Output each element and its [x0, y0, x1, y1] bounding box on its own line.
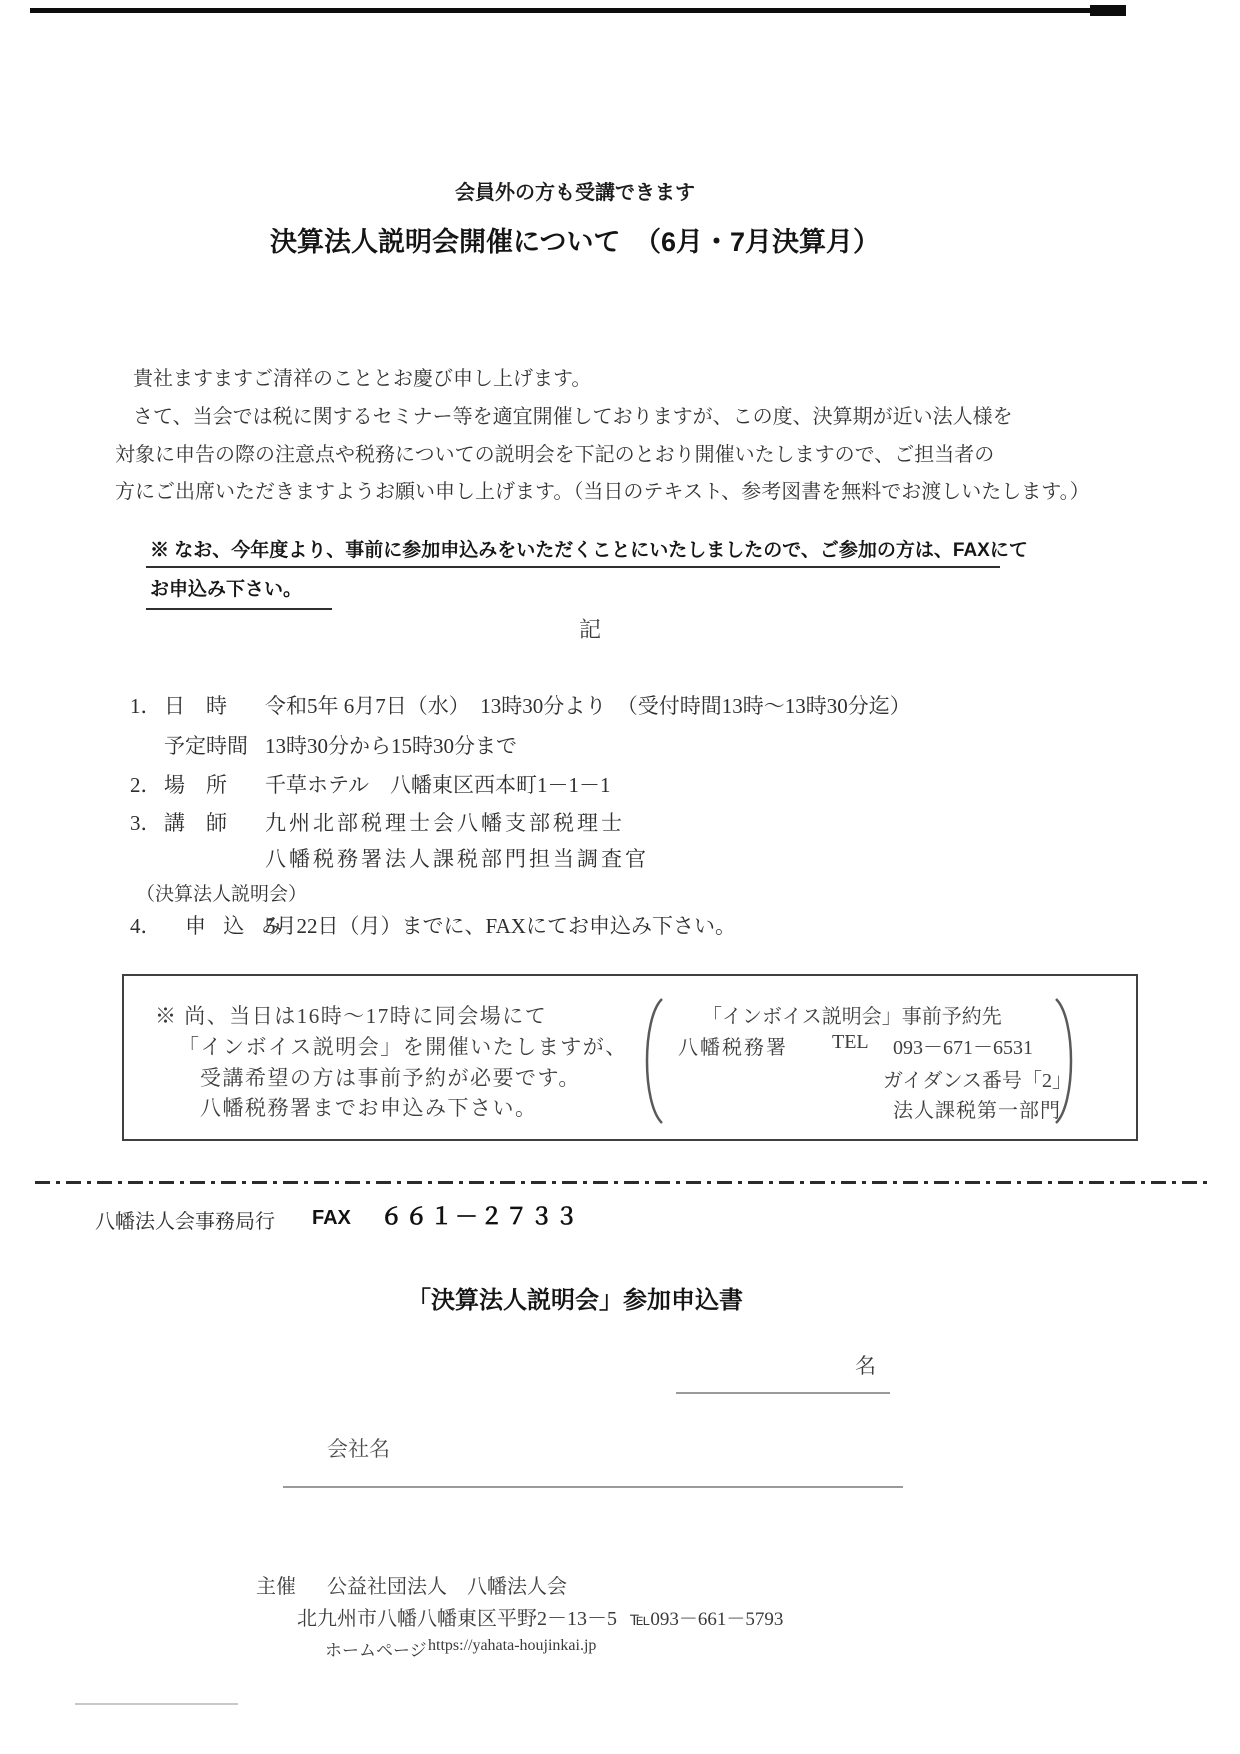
invoice-note-line-4: 八幡税務署までお申込み下さい。 — [200, 1096, 538, 1120]
fax-number: ６６１－２７３３ — [380, 1203, 580, 1229]
invoice-note-line-1: ※ 尚、当日は16時～17時に同会場にて — [155, 1004, 548, 1028]
invoice-note-line-3: 受講希望の方は事前予約が必要です。 — [200, 1066, 581, 1090]
greeting-line-3: 対象に申告の際の注意点や税務についての説明会を下記のとおり開催いたしますので、ご担当者の — [115, 444, 995, 466]
reservation-title: 「インボイス説明会」事前予約先 — [702, 1006, 1002, 1028]
schedule-item3-value-1: 九州北部税理士会八幡支部税理士 — [265, 811, 625, 835]
schedule-item2-number: 2． — [130, 773, 162, 797]
greeting-line-2: さて、当会では税に関するセミナー等を適宜開催しておりますが、この度、決算期が近い法人様を — [133, 406, 1013, 428]
schedule-item1-sub-value: 13時30分から15時30分まで — [265, 734, 517, 758]
schedule-item1-label: 日 時 — [164, 694, 227, 718]
fax-notice-line-1: ※ なお、今年度より、事前に参加申込みをいただくことにいたしましたので、ご参加の方は、FAXにて — [150, 540, 1028, 561]
fax-label: FAX — [312, 1207, 351, 1229]
name-field-label: 名 — [855, 1354, 876, 1378]
schedule-item2-value: 千草ホテル 八幡東区西本町1－1－1 — [265, 773, 611, 797]
reservation-tel-number: 093－671－6531 — [893, 1037, 1033, 1059]
record-marker: 記 — [578, 617, 601, 642]
organizer-homepage-url: https://yahata-houjinkai.jp — [428, 1637, 597, 1654]
company-field-label: 会社名 — [327, 1437, 390, 1461]
fax-notice-underline-1 — [146, 566, 1000, 568]
schedule-item4-label: 申 込 み — [185, 914, 289, 938]
fax-notice-underline-2 — [146, 608, 332, 610]
schedule-item2-label: 場 所 — [164, 773, 227, 797]
company-field-line — [283, 1486, 903, 1488]
organizer-name: 公益社団法人 八幡法人会 — [327, 1576, 567, 1598]
organizer-homepage-label: ホームページ — [325, 1641, 427, 1660]
application-form-title: 「決算法人説明会」参加申込書 — [407, 1287, 743, 1314]
reservation-department: 法人課税第一部門 — [893, 1100, 1061, 1122]
greeting-line-4: 方にご出席いただきますようお願い申し上げます。（当日のテキスト、参考図書を無料でお渡しいたします。） — [115, 481, 1090, 503]
organizer-label: 主催 — [256, 1576, 296, 1598]
schedule-item4-value: 5月22日（月）までに、FAXにてお申込み下さい。 — [265, 914, 736, 938]
reservation-tel-label: TEL — [832, 1031, 869, 1053]
fax-recipient: 八幡法人会事務局行 — [95, 1211, 275, 1233]
fax-notice-line-2: お申込み下さい。 — [150, 579, 303, 600]
schedule-item1-number: 1． — [130, 694, 162, 718]
left-parenthesis-mark — [636, 996, 666, 1126]
schedule-item3-label: 講 師 — [164, 811, 227, 835]
session-note: （決算法人説明会） — [136, 884, 308, 905]
reservation-office: 八幡税務署 — [678, 1037, 788, 1059]
scan-artifact-bottom-line — [75, 1703, 238, 1705]
eligibility-note: 会員外の方も受講できます — [455, 182, 695, 204]
organizer-address: 北九州市八幡八幡東区平野2－13－5 — [297, 1608, 617, 1630]
name-field-line — [676, 1392, 890, 1394]
fax-cut-line — [35, 1181, 1207, 1184]
schedule-item3-number: 3． — [130, 811, 162, 835]
reservation-guidance: ガイダンス番号「2」 — [883, 1070, 1072, 1092]
scan-artifact-top-line — [30, 8, 1092, 13]
greeting-line-1: 貴社ますますご清祥のこととお慶び申し上げます。 — [133, 368, 592, 390]
document-title: 決算法人説明会開催について （6月・7月決算月） — [270, 227, 880, 257]
invoice-note-line-2: 「インボイス説明会」を開催いたしますが、 — [178, 1035, 628, 1059]
organizer-tel: ℡093－661－5793 — [630, 1609, 784, 1630]
schedule-item4-number: 4． — [130, 914, 162, 938]
scan-artifact-top-blob — [1090, 5, 1126, 16]
schedule-item1-sub-label: 予定時間 — [164, 734, 248, 758]
schedule-item3-value-2: 八幡税務署法人課税部門担当調査官 — [265, 847, 649, 871]
schedule-item1-value: 令和5年 6月7日（水） 13時30分より （受付時間13時～13時30分迄） — [265, 694, 911, 718]
